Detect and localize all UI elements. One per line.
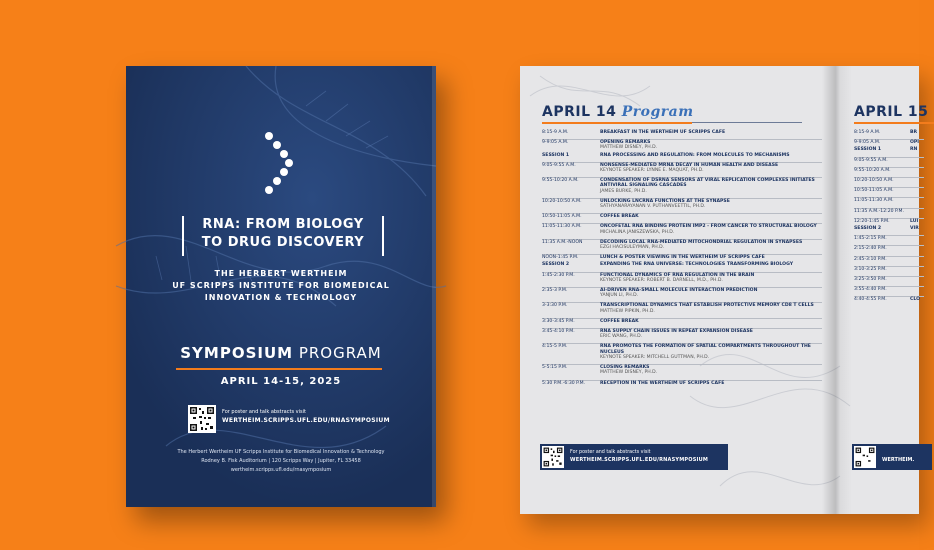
schedule-event-title: NONSENSE-MEDIATED MRNA DECAY IN HUMAN HEALTH AND DISEASE — [600, 162, 779, 168]
schedule-event — [600, 178, 822, 194]
schedule-row — [542, 239, 822, 250]
schedule-event-title: CLO — [910, 297, 921, 303]
schedule-row — [542, 287, 822, 298]
cover-spine — [432, 66, 436, 507]
schedule-event — [910, 277, 924, 282]
schedule-event — [600, 273, 822, 283]
schedule-event-title: FUNCTIONAL DYNAMICS OF RNA REGULATION IN THE BRAIN — [600, 272, 755, 278]
schedule-row — [542, 272, 822, 283]
schedule-time: 9-9:05 A.M. — [854, 140, 881, 146]
schedule-row — [542, 139, 822, 150]
schedule-event — [600, 262, 822, 267]
program-cover — [126, 66, 436, 507]
schedule-time: 10:50-11:05 A.M. — [854, 188, 894, 194]
rna-chevron-logo-icon — [256, 128, 306, 198]
schedule-time: 5:30 P.M.-6:30 P.M. — [542, 380, 586, 386]
schedule-time: SESSION 2 — [542, 262, 570, 268]
day1-date: APRIL 14 — [542, 104, 617, 120]
schedule-event — [600, 365, 822, 375]
schedule-speaker: MATTHEW PIPKIN, PH.D. — [600, 308, 655, 314]
schedule-event — [910, 287, 924, 292]
symposium-title — [182, 216, 384, 256]
schedule-event — [910, 188, 924, 193]
title-line-1: RNA: FROM BIOLOGY — [202, 217, 364, 232]
schedule-time: 8:15-9 A.M. — [854, 130, 881, 135]
schedule-event-title: BR — [910, 130, 918, 135]
schedule-event — [910, 236, 924, 241]
schedule-time: 9:05-9:55 A.M. — [854, 157, 888, 163]
schedule-time: 10:50-11:05 A.M. — [542, 214, 582, 220]
schedule-event — [910, 130, 924, 135]
schedule-speaker: MATTHEW DISNEY, PH.D. — [600, 370, 658, 376]
schedule-event — [600, 344, 822, 360]
schedule-time: 9:55-10:20 A.M. — [542, 178, 579, 184]
schedule-event — [910, 140, 924, 145]
schedule-row — [542, 262, 822, 267]
schedule-row — [854, 226, 924, 231]
schedule-event-title: UNLOCKING LNCRNA FUNCTIONS AT THE SYNAPSE — [600, 198, 730, 204]
schedule-event-title: COFFEE BREAK — [600, 318, 639, 324]
schedule-time: 1:45-2:30 P.M. — [542, 272, 575, 278]
schedule-row — [854, 167, 924, 173]
schedule-row — [854, 208, 924, 214]
schedule-row — [854, 139, 924, 145]
schedule-row — [542, 254, 822, 260]
schedule-time: 9:05-9:55 A.M. — [542, 162, 576, 168]
schedule-speaker: JAMES BURKE, PH.D. — [600, 188, 647, 194]
schedule-time: 5-5:15 P.M. — [542, 365, 568, 371]
schedule-event-title: ONCOFETAL RNA BINDING PROTEIN IMP2 - FROM CANCER TO STRUCTURAL BIOLOGY — [600, 224, 817, 230]
schedule-time: 11:05-11:30 A.M. — [854, 198, 894, 204]
day1-orange-rule — [542, 122, 692, 124]
schedule-row — [854, 235, 924, 241]
schedule-row — [542, 198, 822, 209]
schedule-speaker: SATHYANARAYANAN V. PUTHANVEETTIL, PH.D. — [600, 204, 706, 210]
schedule-event-title: RECEPTION IN THE WERTHEIM UF SCRIPPS CAFE — [600, 380, 725, 386]
schedule-row — [854, 157, 924, 163]
institute-name — [156, 268, 406, 304]
schedule-time: 3-3:30 P.M. — [542, 303, 568, 309]
schedule-row — [854, 256, 924, 262]
schedule-event — [600, 381, 822, 386]
day2-orange-rule — [854, 122, 934, 124]
schedule-row — [854, 147, 924, 152]
schedule-time: 11:35 A.M.-NOON — [542, 239, 583, 245]
schedule-time: 3:45-4:10 P.M. — [542, 329, 575, 335]
abstracts-callout-day2 — [852, 444, 932, 470]
schedule-event — [600, 240, 822, 250]
schedule-event-title: RNA SUPPLY CHAIN ISSUES IN REPEAT EXPANSION DISEASE — [600, 329, 753, 335]
schedule-row — [854, 286, 924, 292]
schedule-event — [600, 255, 822, 260]
schedule-event — [910, 257, 924, 262]
day2-heading: APRIL 15 — [854, 104, 929, 120]
schedule-row — [854, 177, 924, 183]
schedule-time: NOON-1:45 P.M. — [542, 255, 579, 261]
schedule-time: 8:15-9 A.M. — [542, 130, 569, 135]
schedule-event-title: LUNCH & POSTER VIEWING IN THE WERTHEIM UF SCRIPPS CAFE — [600, 255, 765, 261]
schedule-time: 3:10-3:25 P.M. — [854, 266, 887, 272]
schedule-time: 3:25-3:50 P.M. — [854, 277, 887, 283]
cover-footer — [146, 448, 416, 475]
schedule-time: 2:35-3 P.M. — [542, 288, 568, 294]
spread-fold-shadow — [822, 66, 852, 514]
event-dates: APRIL 14-15, 2025 — [220, 376, 342, 387]
schedule-event — [910, 219, 924, 224]
abstracts-link-cut[interactable]: WERTHEIM. — [882, 457, 915, 463]
footer-institute: The Herbert Wertheim UF Scripps Institute for Biomedical Innovation & Technology — [177, 449, 385, 455]
schedule-event — [600, 214, 822, 219]
schedule-row — [542, 130, 822, 135]
day1-program-label: Program — [621, 104, 694, 120]
schedule-row — [854, 266, 924, 272]
institute-line-3: INNOVATION & TECHNOLOGY — [204, 293, 358, 302]
schedule-time: 10:20-10:50 A.M. — [854, 178, 894, 184]
day1-heading — [542, 104, 694, 120]
schedule-row — [542, 162, 822, 173]
schedule-event-title: RNA PROMOTES THE FORMATION OF SPATIAL COMPARTMENTS THROUGHOUT THE NUCLEUS — [600, 344, 811, 355]
schedule-time: 11:35 A.M.-12:20 P.M. — [854, 208, 904, 214]
schedule-time: 10:20-10:50 A.M. — [542, 198, 582, 204]
qr-code-icon[interactable] — [188, 405, 216, 433]
schedule-event — [600, 224, 822, 234]
institute-line-2: UF SCRIPPS INSTITUTE FOR BIOMEDICAL — [172, 281, 390, 290]
abstracts-note: For poster and talk abstracts visit — [222, 409, 306, 415]
schedule-event-title: RN — [910, 147, 918, 153]
schedule-speaker: MATTHEW DISNEY, PH.D. — [600, 145, 658, 151]
schedule-row — [854, 276, 924, 282]
schedule-event-title: TRANSCRIPTIONAL DYNAMICS THAT ESTABLISH PROTECTIVE MEMORY CD8 T CELLS — [600, 303, 814, 309]
schedule-speaker: ERIC WANG, PH.D. — [600, 334, 643, 340]
schedule-event — [910, 147, 924, 152]
schedule-time: 2:45-3:10 P.M. — [854, 256, 887, 262]
schedule-time: SESSION 2 — [854, 226, 882, 232]
symposium-word: SYMPOSIUM — [180, 344, 294, 362]
schedule-row — [542, 223, 822, 234]
schedule-event — [600, 303, 822, 313]
schedule-speaker: EZGI HACISULEYMAN, PH.D. — [600, 245, 665, 251]
orange-divider — [176, 368, 382, 370]
schedule-row — [542, 177, 822, 194]
schedule-row — [854, 245, 924, 251]
schedule-event-title: OPENING REMARKS — [600, 140, 651, 146]
schedule-event — [910, 246, 924, 251]
schedule-event — [600, 153, 822, 158]
schedule-event-title: CONDENSATION OF DSRNA SENSORS AT VIRAL REPLICATION COMPLEXES INITIATES ANTIVIRAL SIGNALING CASCADES — [600, 178, 815, 189]
schedule-row — [542, 153, 822, 158]
day2-schedule — [854, 130, 924, 303]
schedule-event-title: CLOSING REMARKS — [600, 365, 650, 371]
schedule-time: 9:55-10:20 A.M. — [854, 167, 891, 173]
footer-address: Rodney B. Fisk Auditorium | 120 Scripps Way | Jupiter, FL 33458 — [201, 458, 361, 464]
schedule-event — [910, 178, 924, 183]
schedule-speaker: KEYNOTE SPEAKER: LYNNE E. MAQUAT, PH.D. — [600, 168, 704, 174]
abstracts-callout — [540, 444, 728, 470]
schedule-event — [600, 319, 822, 324]
schedule-row — [854, 130, 924, 135]
schedule-row — [542, 343, 822, 360]
abstracts-note: For poster and talk abstracts visit — [570, 450, 651, 455]
qr-code-icon[interactable] — [854, 446, 876, 468]
schedule-row — [542, 302, 822, 313]
schedule-event-title: RNA PROCESSING AND REGULATION: FROM MOLECULES TO MECHANISMS — [600, 152, 790, 158]
schedule-speaker: KEYNOTE SPEAKER: MITCHELL GUTTMAN, PH.D. — [600, 354, 710, 360]
schedule-time: 2:15-2:40 P.M. — [854, 246, 887, 252]
schedule-speaker: KEYNOTE SPEAKER: ROBERT B. DARNELL, M.D., PH.D. — [600, 277, 723, 283]
schedule-event-title: LUI — [910, 218, 919, 224]
title-line-2: TO DRUG DISCOVERY — [201, 235, 365, 250]
schedule-time: 4:40-4:55 P.M. — [854, 297, 887, 303]
schedule-row — [542, 328, 822, 339]
schedule-event — [910, 297, 924, 302]
institute-line-1: THE HERBERT WERTHEIM — [214, 269, 348, 278]
symposium-program-heading — [146, 344, 416, 362]
schedule-event — [600, 288, 822, 298]
schedule-row — [542, 213, 822, 219]
program-spread — [520, 66, 929, 514]
schedule-event-title: DECODING LOCAL RNA-MEDIATED MITOCHONDRIAL REGULATION IN SYNAPSES — [600, 239, 803, 245]
day1-thin-rule — [692, 122, 802, 123]
day1-schedule — [542, 130, 822, 386]
schedule-time: 1:45-2:15 P.M. — [854, 236, 887, 242]
schedule-row — [542, 364, 822, 375]
schedule-event — [910, 267, 924, 272]
schedule-row — [854, 197, 924, 203]
schedule-row — [854, 187, 924, 193]
schedule-time: 9-9:05 A.M. — [542, 140, 569, 146]
schedule-event — [600, 329, 822, 339]
schedule-time: 3:55-4:40 P.M. — [854, 287, 887, 293]
schedule-event — [600, 199, 822, 209]
schedule-event — [600, 140, 822, 150]
schedule-event — [910, 158, 924, 163]
footer-website[interactable]: wertheim.scripps.ufl.edu/rnasymposium — [230, 467, 332, 473]
schedule-event-title: AI-DRIVEN RNA-SMALL MOLECULE INTERACTION PREDICTION — [600, 288, 758, 294]
schedule-row — [854, 296, 924, 302]
schedule-time: 4:15-5 P.M. — [542, 344, 568, 350]
schedule-event — [910, 209, 924, 214]
schedule-event — [910, 226, 924, 231]
schedule-event — [600, 163, 822, 173]
schedule-row — [542, 318, 822, 324]
schedule-event-title: EXPANDING THE RNA UNIVERSE: TECHNOLOGIES TRANSFORMING BIOLOGY — [600, 262, 794, 268]
schedule-row — [542, 380, 822, 386]
schedule-time: 12:20-1:45 P.M. — [854, 218, 890, 224]
schedule-time: 11:05-11:30 A.M. — [542, 224, 582, 230]
schedule-time: SESSION 1 — [854, 147, 882, 153]
schedule-event-title: OPI — [910, 140, 919, 146]
schedule-event-title: BREAKFAST IN THE WERTHEIM UF SCRIPPS CAFE — [600, 130, 726, 135]
abstracts-link[interactable]: WERTHEIM.SCRIPPS.UFL.EDU/RNASYMPOSIUM — [570, 457, 709, 463]
schedule-event-title: COFFEE BREAK — [600, 214, 639, 220]
schedule-event — [600, 130, 822, 135]
schedule-speaker: MICHALINA JANISZEWSKA, PH.D. — [600, 229, 675, 235]
schedule-time: 3:30-3:45 P.M. — [542, 318, 575, 324]
schedule-time: SESSION 1 — [542, 152, 570, 158]
abstracts-link[interactable]: WERTHEIM.SCRIPPS.UFL.EDU/RNASYMPOSIUM — [222, 417, 390, 424]
schedule-row — [854, 218, 924, 224]
schedule-event — [910, 198, 924, 203]
schedule-event — [910, 168, 924, 173]
schedule-event-title: VIR — [910, 226, 919, 232]
schedule-speaker: YANJUN LI, PH.D. — [600, 293, 639, 299]
qr-code-icon[interactable] — [542, 446, 564, 468]
program-word: PROGRAM — [293, 344, 382, 362]
